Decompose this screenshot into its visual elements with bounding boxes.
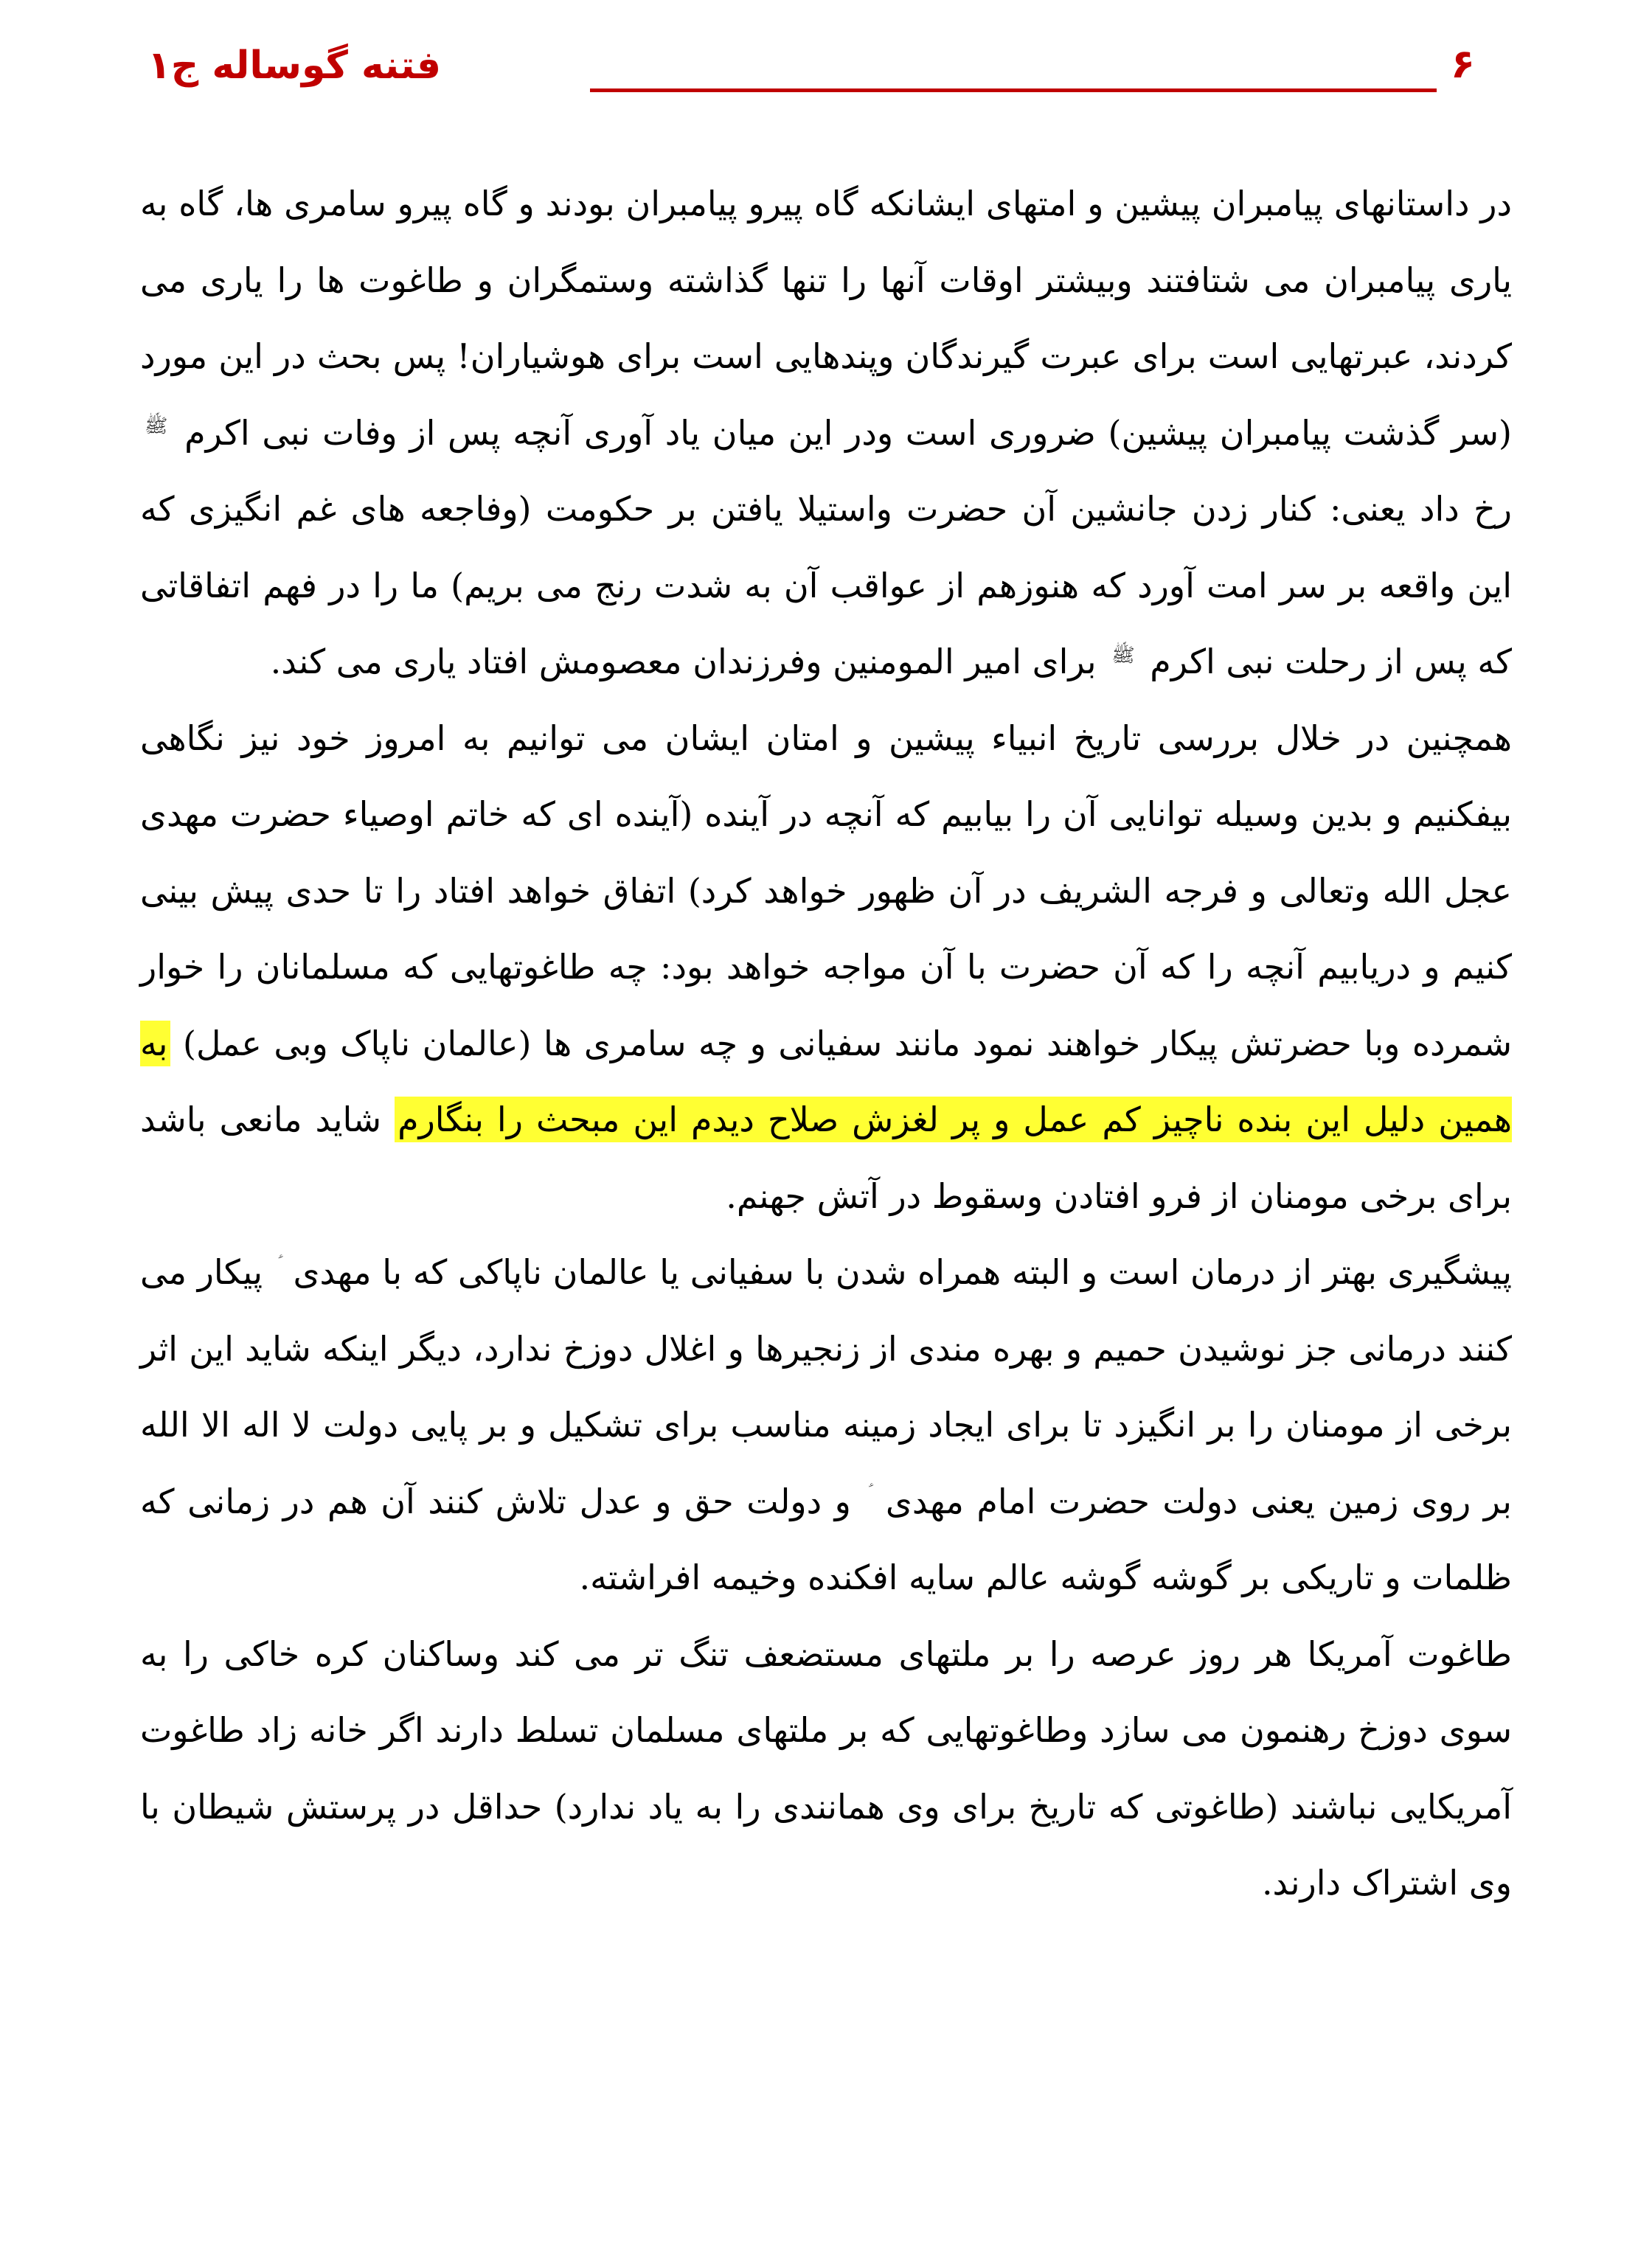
highlighted-sentence: به همین دلیل این بنده ناچیز کم عمل و پر لغزش صلاح دیدم این مبحث را بنگارم (140, 1021, 1512, 1143)
paragraph-3-part-c: و دولت حق و عدل تلاش کنند آن هم در زمانی که ظلمات و تاریکی بر گوشه گوشه عالم سایه افکنده وخیمه افراشته. (140, 1481, 1512, 1597)
paragraph-1-part-c: برای امیر المومنین وفرزندان معصومش افتاد یاری می کند. (270, 642, 1097, 681)
paragraph-2 (140, 701, 1512, 1235)
body-text (140, 166, 1512, 1922)
paragraph-3-part-a: پیشگیری بهتر از درمان است و البته همراه شدن با سفیانی یا عالمان ناپاکی که با مهدی (293, 1252, 1513, 1292)
paragraph-1-part-b: رخ داد یعنی: کنار زدن جانشین آن حضرت واستیلا یافتن بر حکومت (وفاجعه های غم انگیزی که این واقعه بر سر امت آورد که هنوزهم از عواقب آن به شدت رنج می بریم) ما را در فهم اتفاقاتی که پس از رحلت نبی اکرم (140, 489, 1512, 681)
prophet-honorific-icon: ﷺ (145, 415, 168, 438)
paragraph-4 (140, 1616, 1512, 1922)
paragraph-2-part-a: همچنین در خلال بررسی تاریخ انبیاء پیشین و امتان ایشان می توانیم به امروز خود نیز نگاهی بیفکنیم و بدین وسیله توانایی آن را بیابیم که آنچه در آینده (آینده ای که خاتم اوصیاء حضرت مهدی عجل الله وتعالی و فرجه الشریف در آن ظهور خواهد کرد) اتفاق خواهد افتاد را تا حدی پیش بینی کنیم و دریابیم آنچه را که آن حضرت با آن مواجه خواهد بود: چه طاغوتهایی که مسلمانان را خوار شمرده وبا حضرتش پیکار خواهند نمود مانند سفیانی و چه سامری ها (عالمان ناپاک وبی عمل) (140, 718, 1512, 1063)
paragraph-3 (140, 1234, 1512, 1616)
paragraph-4-part-a: طاغوت آمریکا هر روز عرصه را بر ملتهای مستضعف تنگ تر می کند وساکنان کره خاکی را به سوی دوزخ رهنمون می سازد وطاغوتهایی که بر ملتهای مسلمان تسلط دارند اگر خانه زاد طاغوت آمریکایی نباشند (طاغوتی که تاریخ برای وی همانندی را به یاد ندارد) حداقل در پرستش شیطان با وی اشتراک دارند. (140, 1633, 1512, 1903)
paragraph-1 (140, 166, 1512, 701)
paragraph-3-part-b: پیکار می کنند درمانی جز نوشیدن حمیم و بهره مندی از زنجیرها و اغلال دوزخ ندارد، دیگر اینکه شاید این اثر برخی از مومنان را بر انگیزد تا برای ایجاد زمینه مناسب برای تشکیل و بر پایی دولت لا اله الا الله بر روی زمین یعنی دولت حضرت امام مهدی (140, 1252, 1512, 1521)
page-number: ۶ (1451, 41, 1475, 87)
paragraph-2-part-b: شاید مانعی باشد برای برخی مومنان از فرو افتادن وسقوط در آتش جهنم. (140, 1100, 1512, 1216)
prophet-honorific-icon: ﷺ (1111, 644, 1135, 667)
header-rule (590, 88, 1437, 92)
book-title: فتنه گوساله ج۱ (148, 44, 442, 88)
page-header (148, 38, 1475, 105)
paragraph-1-part-a: در داستانهای پیامبران پیشین و امتهای ایشانکه گاه پیرو پیامبران بودند و گاه پیرو سامری ها، گاه به یاری پیامبران می شتافتند وبیشتر اوقات آنها را تنها گذاشته وستمگران و طاغوت ها را یاری می کردند، عبرتهایی است برای عبرت گیرندگان وپندهایی است برای هوشیاران! پس بحث در این مورد (سر گذشت پیامبران پیشین) ضروری است ودر این میان یاد آوری آنچه پس از وفات نبی اکرم (140, 184, 1513, 453)
